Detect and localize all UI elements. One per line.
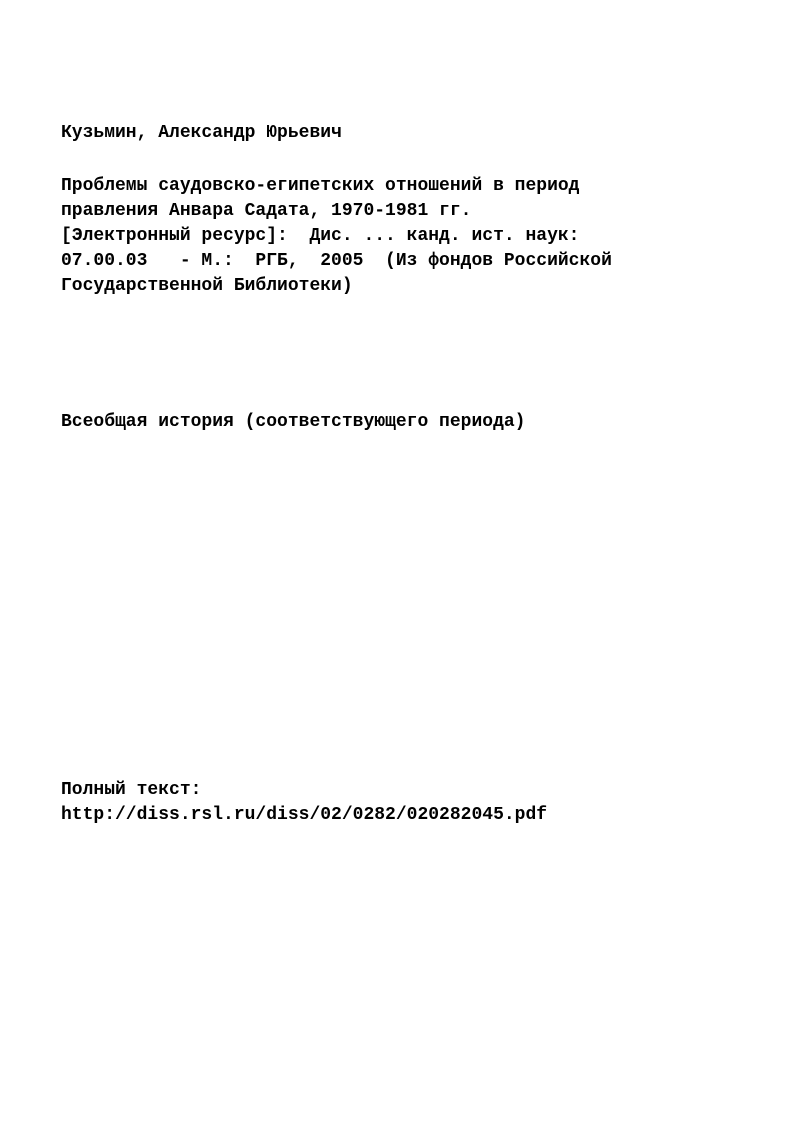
fulltext-label: Полный текст: bbox=[61, 780, 202, 800]
record-source-line: Государственной Библиотеки) bbox=[61, 276, 353, 296]
fulltext-link[interactable]: http://diss.rsl.ru/diss/02/0282/020282045.pdf bbox=[61, 805, 548, 825]
record-publication-line: 07.00.03 - М.: РГБ, 2005 (Из фондов Российской bbox=[61, 251, 612, 271]
record-title-line-2: правления Анвара Садата, 1970-1981 гг. bbox=[61, 201, 472, 221]
subject-heading: Всеобщая история (соответствующего периода) bbox=[61, 412, 526, 432]
record-resource-line: [Электронный ресурс]: Дис. ... канд. ист. наук: bbox=[61, 226, 580, 246]
record-title-line-1: Проблемы саудовско-египетских отношений в период bbox=[61, 176, 580, 196]
author-line: Кузьмин, Александр Юрьевич bbox=[61, 123, 342, 143]
